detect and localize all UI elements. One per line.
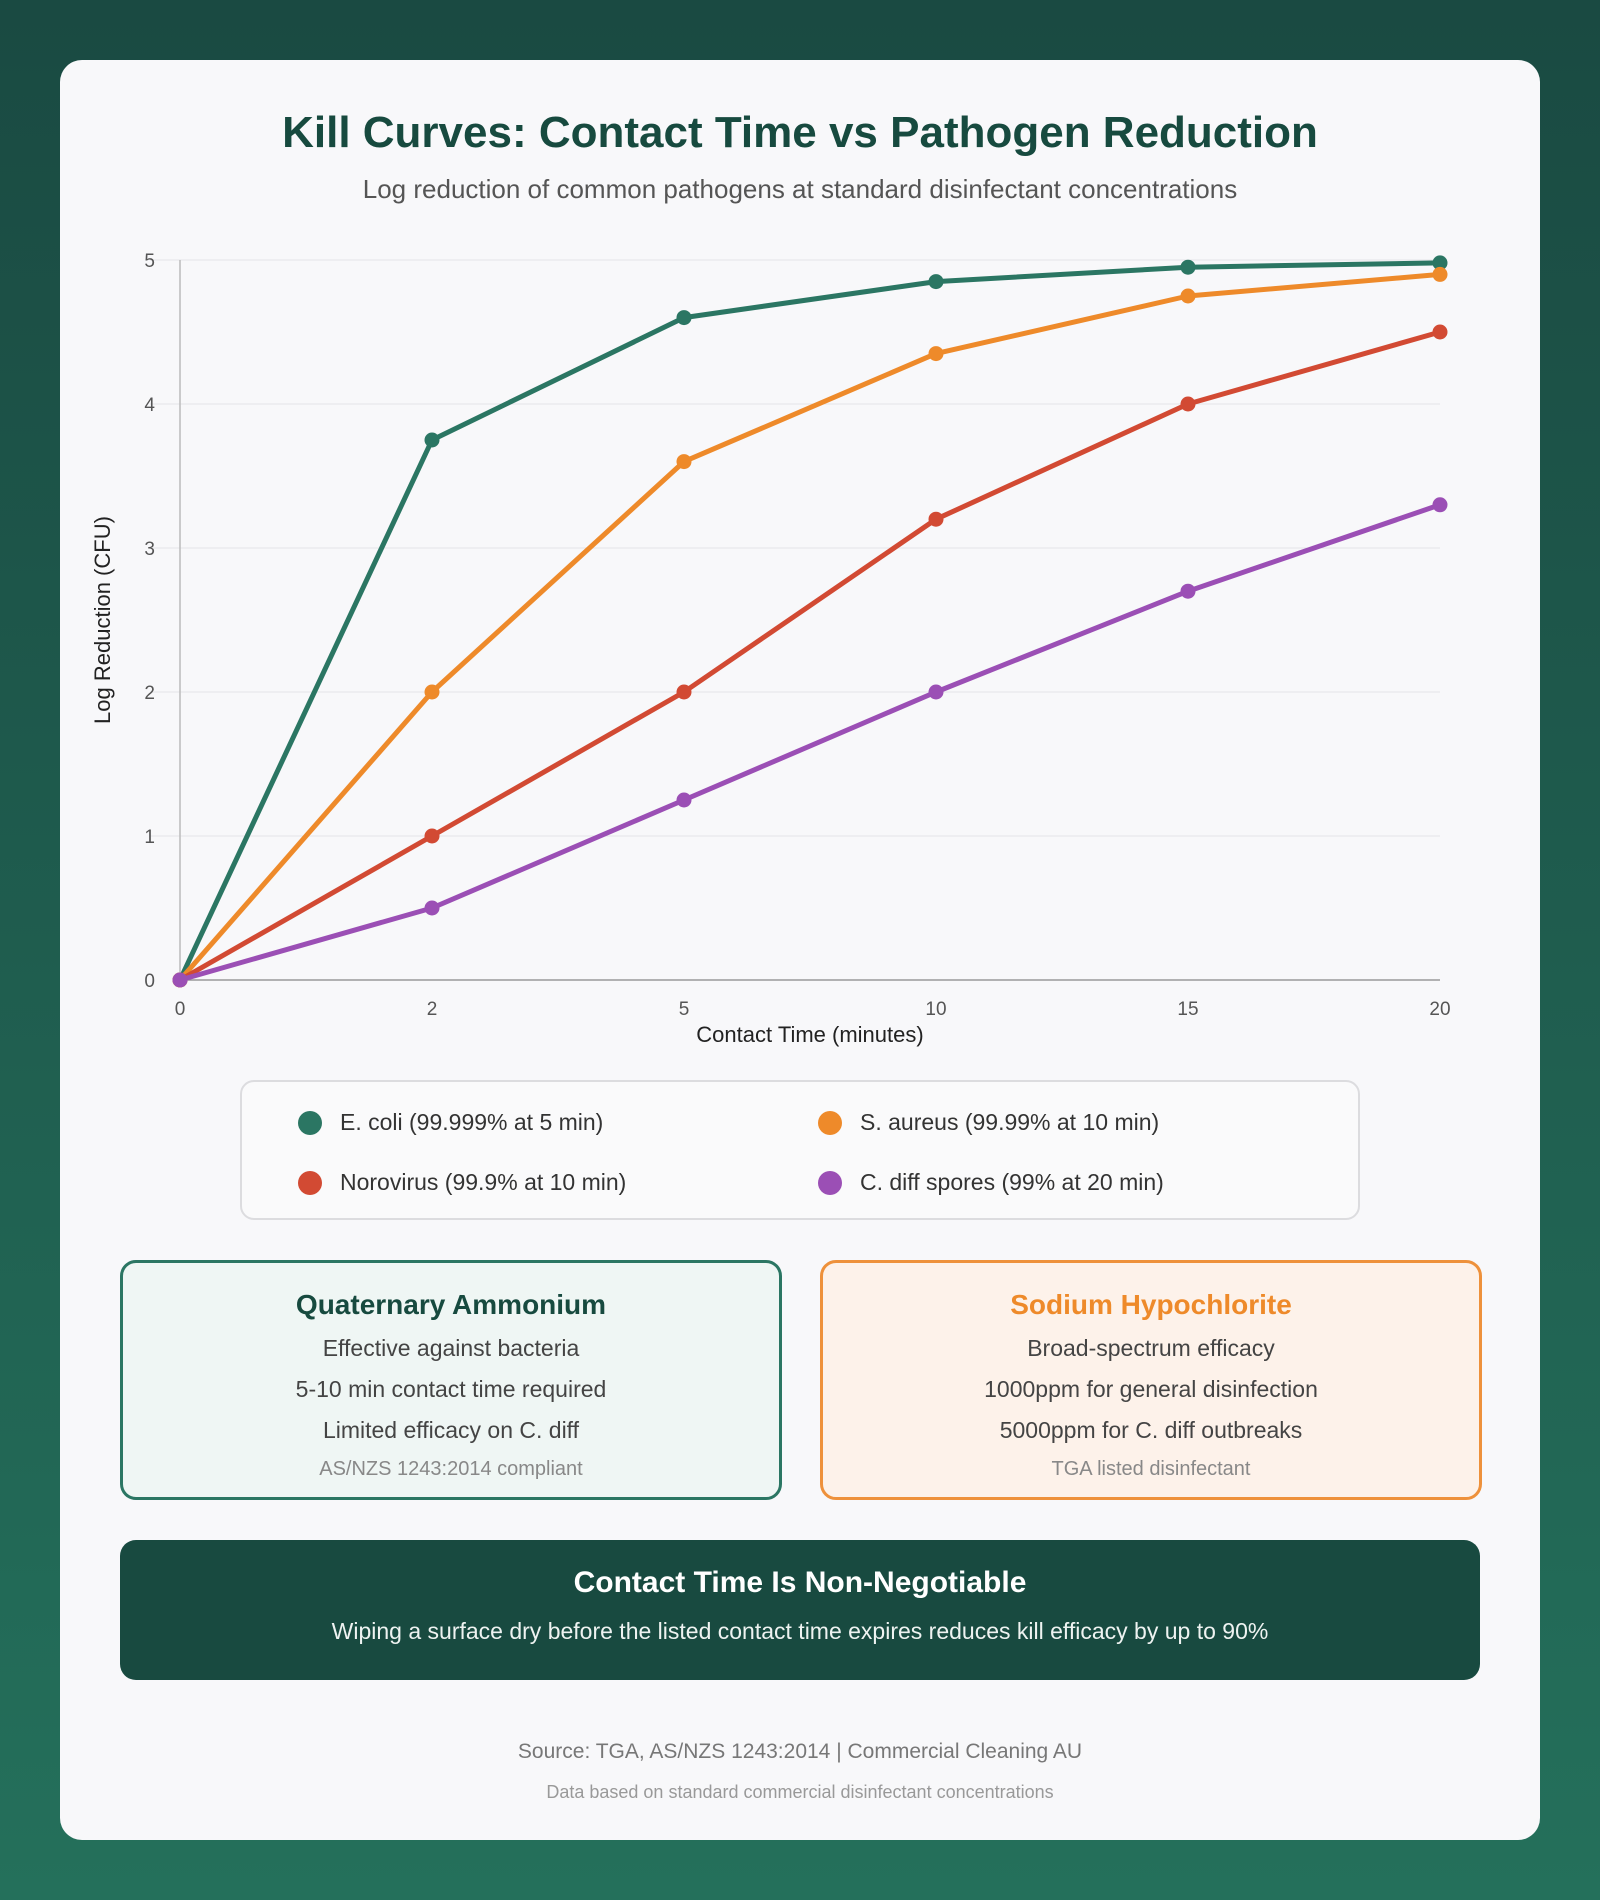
data-point: [929, 346, 944, 361]
card-line: 5-10 min contact time required: [295, 1376, 607, 1402]
y-tick-label: 2: [144, 683, 155, 704]
legend-label: E. coli (99.999% at 5 min): [340, 1109, 604, 1135]
data-point: [1181, 397, 1196, 412]
data-point: [425, 829, 440, 844]
legend-marker-saureus: [818, 1111, 842, 1135]
y-tick-label: 0: [144, 971, 155, 992]
data-point: [929, 512, 944, 527]
legend-item-ecoli: [298, 1109, 603, 1136]
card-title: Quaternary Ammonium: [295, 1289, 607, 1320]
data-point: [425, 433, 440, 448]
x-tick-label: 5: [678, 999, 690, 1020]
kill-curve-chart: [60, 235, 1480, 1055]
y-tick-label: 3: [144, 539, 155, 560]
data-point: [677, 454, 692, 469]
data-point: [1433, 497, 1448, 512]
legend-marker-ecoli: [298, 1111, 322, 1135]
footer-note: Data based on standard commercial disinfectant concentrations: [546, 1782, 1054, 1802]
banner-title: Contact Time Is Non-Negotiable: [573, 1566, 1027, 1599]
card-title: Sodium Hypochlorite: [1010, 1289, 1292, 1320]
legend-marker-norovirus: [298, 1171, 322, 1195]
data-point: [1181, 584, 1196, 599]
card-note: TGA listed disinfectant: [1051, 1458, 1251, 1480]
legend-item-saureus: [818, 1109, 1159, 1136]
y-tick-label: 4: [144, 395, 155, 416]
data-point: [425, 901, 440, 916]
y-axis-label: Log Reduction (CFU): [90, 516, 115, 724]
card-line: 5000ppm for C. diff outbreaks: [999, 1417, 1303, 1443]
series-line-2: [180, 332, 1440, 980]
legend-marker-cdiff: [818, 1171, 842, 1195]
data-point: [1433, 267, 1448, 282]
data-point: [1181, 260, 1196, 275]
chart-subtitle: Log reduction of common pathogens at standard disinfectant concentrations: [362, 174, 1238, 204]
data-point: [677, 793, 692, 808]
legend-label: S. aureus (99.99% at 10 min): [860, 1109, 1160, 1135]
quaternary-ammonium-card: [120, 1260, 782, 1500]
card-line: Broad-spectrum efficacy: [1027, 1335, 1275, 1361]
sodium-hypochlorite-card: [820, 1260, 1482, 1500]
chart-title: Kill Curves: Contact Time vs Pathogen Reduction: [282, 108, 1318, 157]
data-point: [677, 685, 692, 700]
chart-legend: [240, 1080, 1360, 1220]
legend-item-norovirus: [298, 1169, 626, 1196]
y-tick-label: 5: [144, 251, 155, 272]
card-line: Limited efficacy on C. diff: [322, 1417, 580, 1443]
data-point: [1181, 289, 1196, 304]
x-tick-label: 20: [1429, 999, 1451, 1020]
x-axis-label: Contact Time (minutes): [696, 1022, 924, 1047]
legend-item-cdiff: [818, 1169, 1164, 1196]
card-note: AS/NZS 1243:2014 compliant: [319, 1458, 583, 1480]
x-tick-label: 2: [426, 999, 438, 1020]
data-point: [677, 310, 692, 325]
data-point: [929, 274, 944, 289]
x-tick-label: 0: [174, 999, 186, 1020]
legend-label: C. diff spores (99% at 20 min): [860, 1169, 1164, 1195]
legend-label: Norovirus (99.9% at 10 min): [340, 1169, 627, 1195]
contact-time-banner: [120, 1540, 1480, 1680]
data-point: [425, 685, 440, 700]
y-tick-label: 1: [144, 827, 155, 848]
source-citation: Source: TGA, AS/NZS 1243:2014 | Commercial Cleaning AU: [517, 1740, 1083, 1763]
data-point: [173, 973, 188, 988]
card-line: 1000ppm for general disinfection: [984, 1376, 1318, 1402]
card-line: Effective against bacteria: [322, 1335, 580, 1361]
data-point: [1433, 325, 1448, 340]
x-tick-label: 10: [925, 999, 947, 1020]
banner-text: Wiping a surface dry before the listed contact time expires reduces kill efficacy by up to 90%: [331, 1618, 1269, 1644]
x-tick-label: 15: [1177, 999, 1199, 1020]
data-point: [929, 685, 944, 700]
